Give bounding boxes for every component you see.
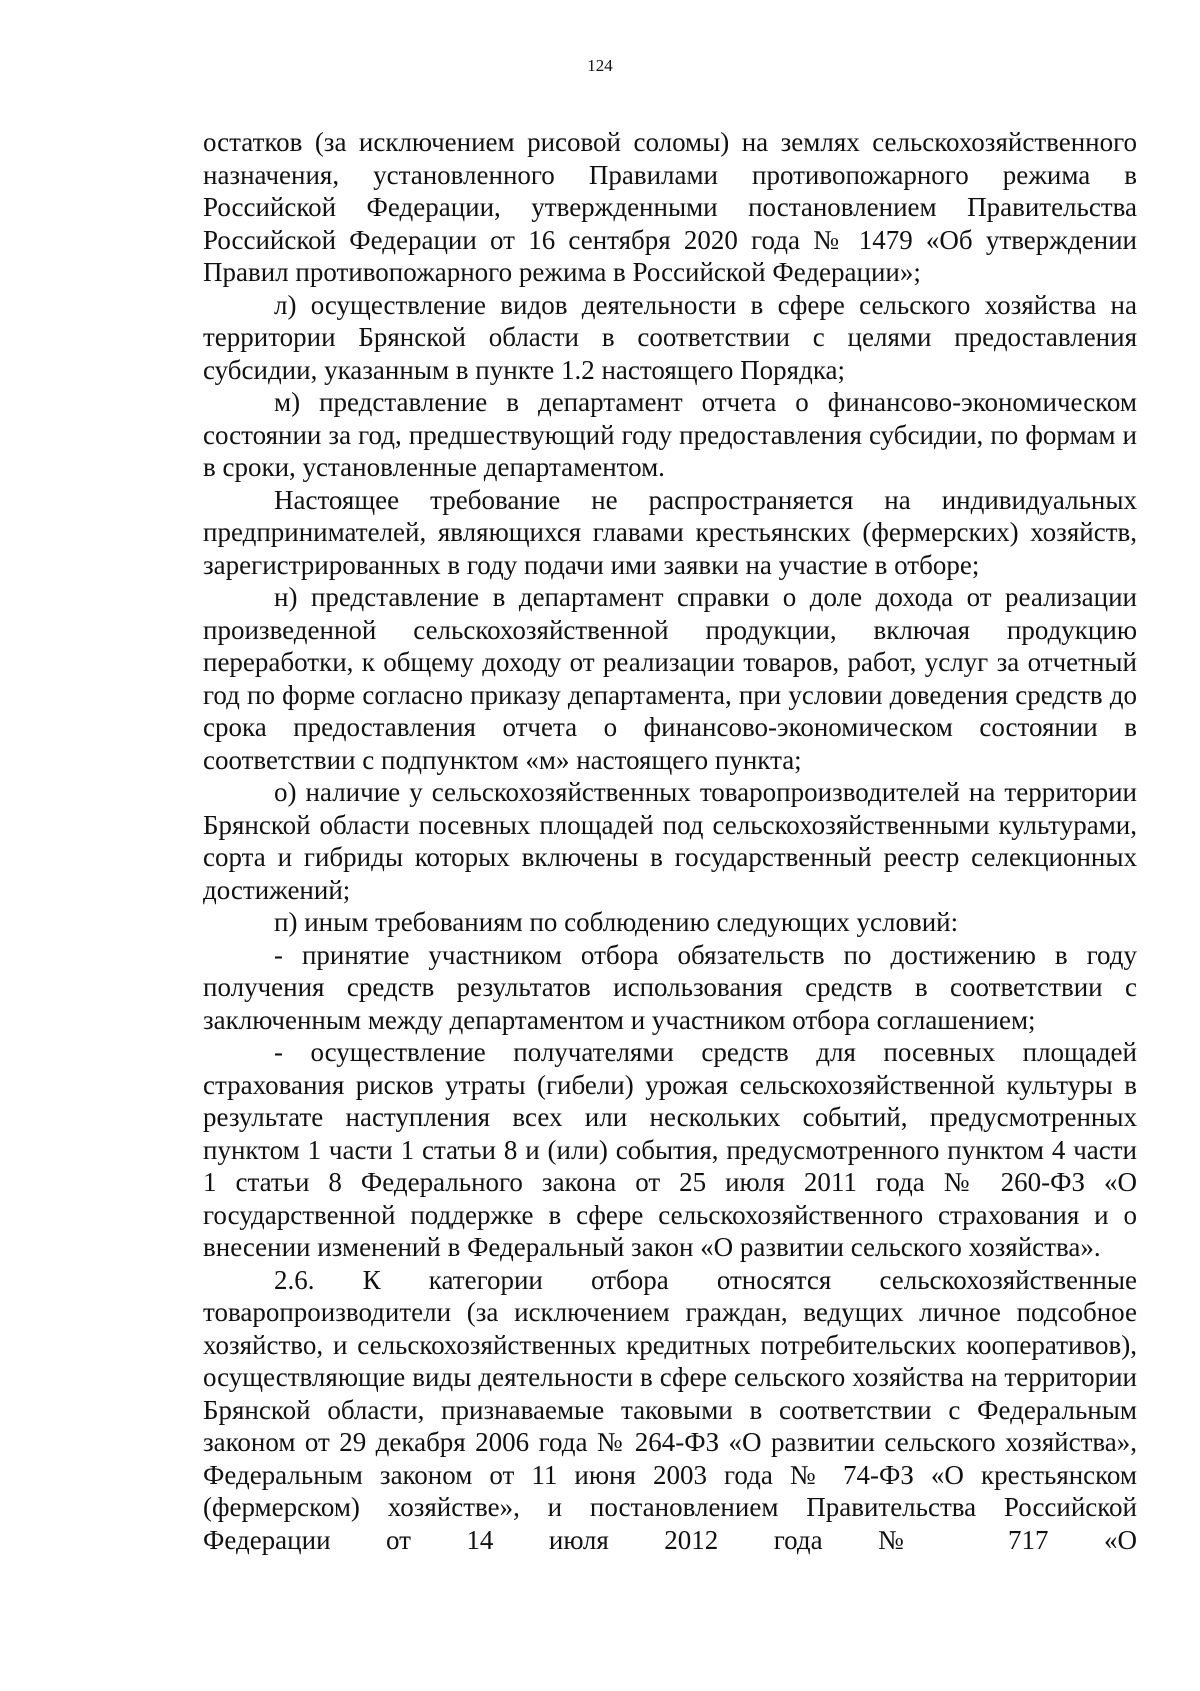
paragraph-item-m: м) представление в департамент отчета о финансово-экономическом состоянии за год, предшествующий году предоставления субсидии, по формам и в сроки, установленные департаментом. xyxy=(203,387,1137,482)
paragraph-item-l: л) осуществление видов деятельности в сфере сельского хозяйства на территории Брянской области в соответствии с целями предоставления субсидии, указанным в пункте 1.2 настоящего Порядка; xyxy=(203,289,1137,385)
page-number: 124 xyxy=(587,56,613,75)
paragraph-item-p: п) иным требованиям по соблюдению следующих условий: xyxy=(274,907,959,937)
paragraph-requirement-note: Настоящее требование не распространяется на индивидуальных предпринимателей, являющихся главами крестьянских (фермерских) хозяйств, зарегистрированных в году подачи ими заявки на участие в отборе; xyxy=(203,484,1137,580)
paragraph-item-n: н) представление в департамент справки о доле дохода от реализации произведенной сельскохозяйственной продукции, включая продукцию переработки, к общему доходу от реализации товаров, работ, услуг за отчетный год по форме согласно приказу департамента, при условии доведения средств до срока предоставления отчета о финансово-экономическом состоянии в соответствии с подпунктом «м» настоящего пункта; xyxy=(203,582,1137,775)
paragraph-dash-insurance: - осуществление получателями средств для посевных площадей страхования рисков утраты (гибели) урожая сельскохозяйственной культуры в результате наступления всех или нескольких событий, предусмотренных пунктом 1 части 1 статьи 8 и (или) события, предусмотренного пунктом 4 части 1 статьи 8 Федерального закона от 25 июля 2011 года № 260-ФЗ «О государственной поддержке в сфере сельскохозяйственного страхования и о внесении изменений в Федеральный закон «О развитии сельского хозяйства». xyxy=(203,1037,1137,1262)
paragraph-section-2-6: 2.6. К категории отбора относятся сельскохозяйственные товаропроизводители (за исключением граждан, ведущих личное подсобное хозяйство, и сельскохозяйственных кредитных потребительских кооперативов), осуществляющие виды деятельности в сфере сельского хозяйства на территории Брянской области, признаваемые таковыми в соответствии с Федеральным законом от 29 декабря 2006 года № 264-ФЗ «О развитии сельского хозяйства», Федеральным законом от 11 июня 2003 года № 74-ФЗ «О крестьянском (фермерском) хозяйстве», и постановлением Правительства Российской Федерации от 14 июля 2012 года № 717 «О xyxy=(203,1264,1137,1555)
paragraph-continuation: остатков (за исключением рисовой соломы) на землях сельскохозяйственного назначения, установленного Правилами противопожарного режима в Российской Федерации, утвержденными постановлением Правительства Российской Федерации от 16 сентября 2020 года № 1479 «Об утверждении Правил противопожарного режима в Российской Федерации»; xyxy=(203,127,1137,287)
paragraph-item-o: о) наличие у сельскохозяйственных товаропроизводителей на территории Брянской области посевных площадей под сельскохозяйственными культурами, сорта и гибриды которых включены в государственный реестр селекционных достижений; xyxy=(203,777,1137,905)
document-body xyxy=(203,126,1137,1556)
paragraph-dash-obligations: - принятие участником отбора обязательств по достижению в году получения средств результатов использования средств в соответствии с заключенным между департаментом и участником отбора соглашением; xyxy=(203,939,1137,1035)
